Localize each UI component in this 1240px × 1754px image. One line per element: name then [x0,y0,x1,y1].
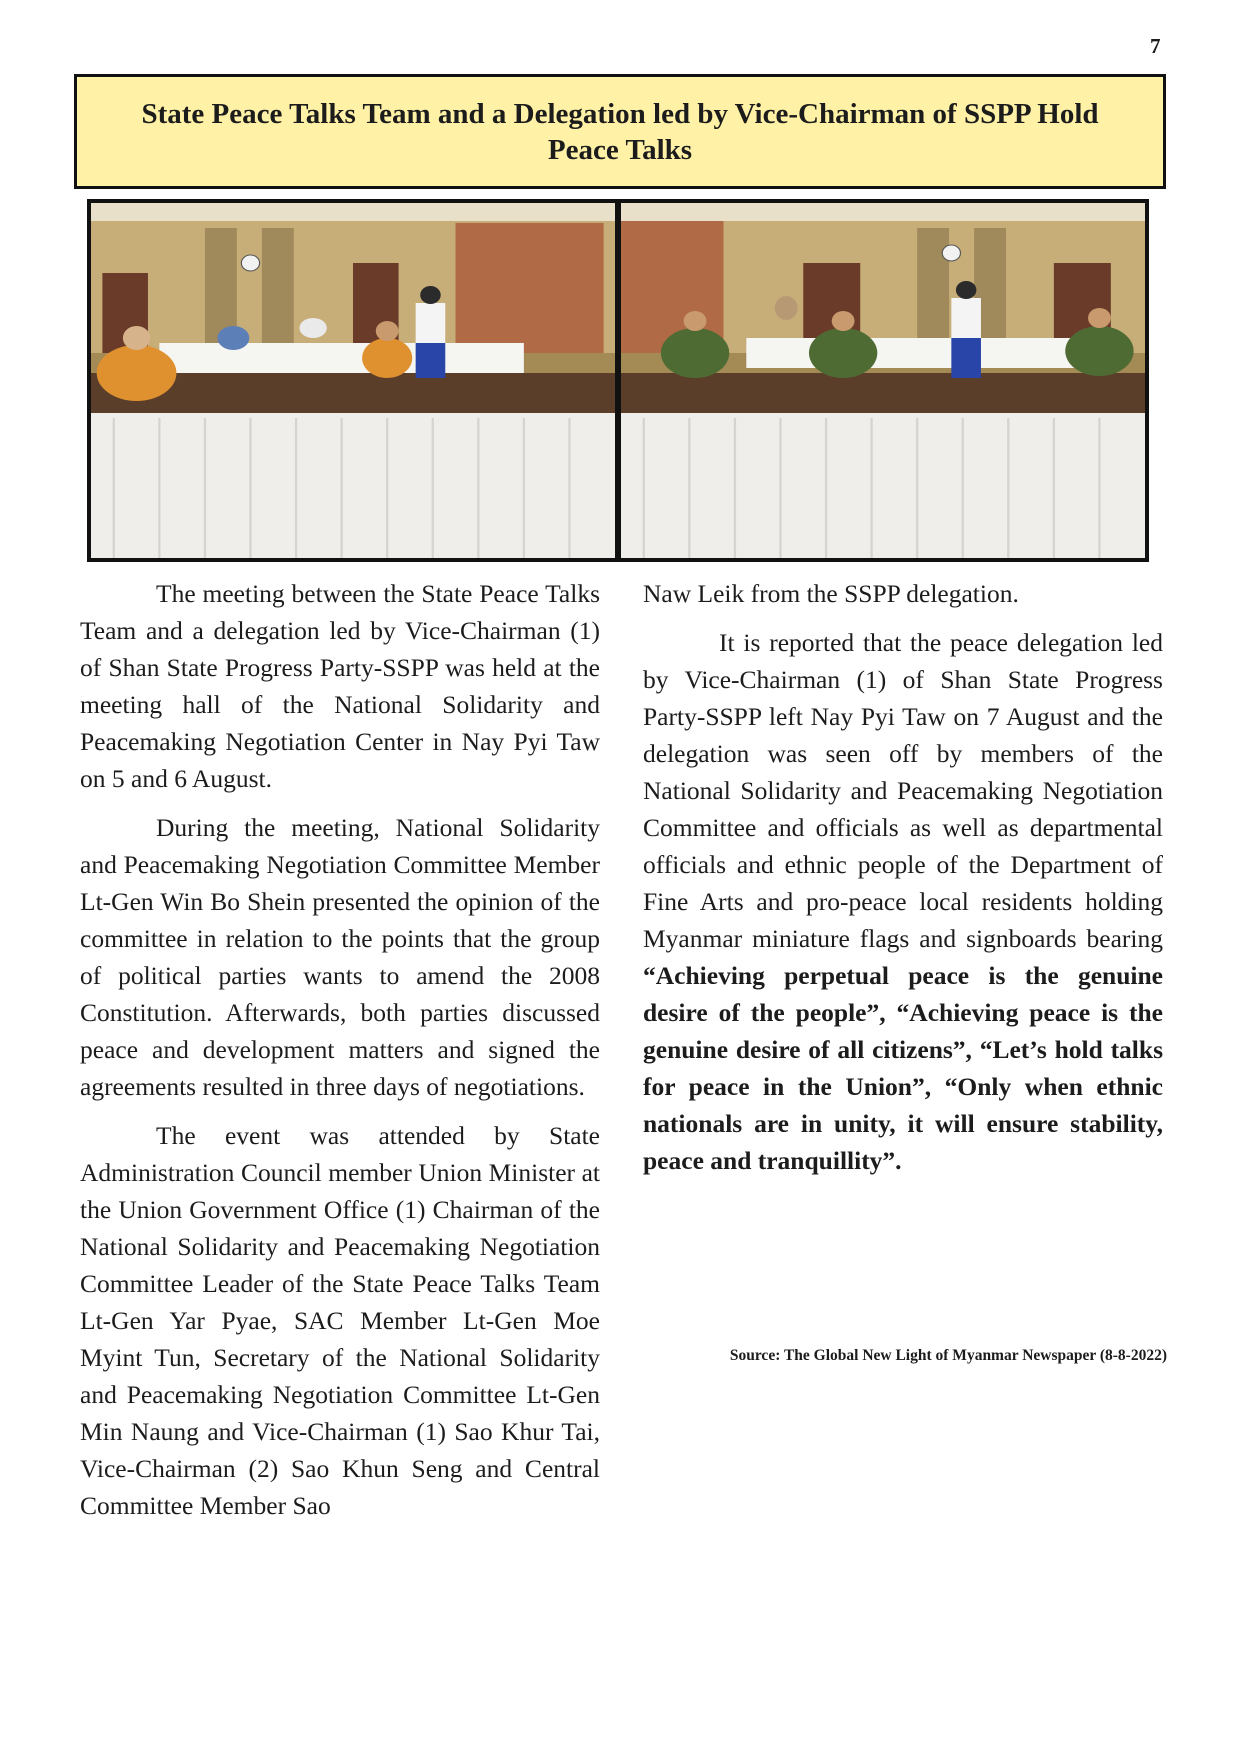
left-column [80,575,600,1536]
paragraph-1: The meeting between the State Peace Talks Team and a delegation led by Vice-Chairman (1) of Shan State Progress Party-SSPP was held at the meeting hall of the National Solidarity and Peacemaking Negotiation Center in Nay Pyi Taw on 5 and 6 August. [80,579,600,793]
paragraph-4-text: It is reported that the peace delegation led by Vice-Chairman (1) of Shan State Progress Party-SSPP left Nay Pyi Taw on 7 August and the delegation was seen off by members of the National Solidarity and Peacemaking Negotiation Committee and officials as well as departmental officials and ethnic people of the Department of Fine Arts and pro-peace local residents holding Myanmar miniature flags and signboards bearing [643,628,1163,953]
meeting-photo-right-image [621,203,1145,558]
meeting-photo-left [91,203,615,558]
paragraph-4 [643,624,1163,1179]
right-column [643,575,1163,1191]
photo-strip [87,199,1149,562]
paragraph-3: The event was attended by State Administration Council member Union Minister at the Union Government Office (1) Chairman of the National Solidarity and Peacemaking Negotiation Committee Leader of the State Peace Talks Team Lt-Gen Yar Pyae, SAC Member Lt-Gen Moe Myint Tun, Secretary of the National Solidarity and Peacemaking Negotiation Committee Lt-Gen Min Naung and Vice-Chairman (1) Sao Khur Tai, Vice-Chairman (2) Sao Khun Seng and Central Committee Member Sao [80,1121,600,1520]
article-title: State Peace Talks Team and a Delegation led by Vice-Chairman of SSPP Hold Peace Talks [141,97,1099,166]
paragraph-3-continued: Naw Leik from the SSPP delegation. [643,579,1019,608]
paragraph-2: During the meeting, National Solidarity and Peacemaking Negotiation Committee Member Lt-Gen Win Bo Shein presented the opinion of the committee in relation to the points that the group of political parties wants to amend the 2008 Constitution. Afterwards, both parties discussed peace and development matters and signed the agreements resulted in three days of negotiations. [80,813,600,1101]
meeting-photo-left-image [91,203,615,558]
page-number: 7 [1150,34,1161,58]
meeting-photo-right [621,203,1145,558]
article-title-box [74,74,1166,189]
source-credit: Source: The Global New Light of Myanmar Newspaper (8-8-2022) [729,1347,1167,1364]
signboard-slogans: “Achieving perpetual peace is the genuine desire of the people”, “Achieving peace is the genuine desire of all citizens”, “Let’s hold talks for peace in the Union”, “Only when ethnic nationals are in unity, it will ensure stability, peace and tranquillity”. [643,961,1163,1175]
